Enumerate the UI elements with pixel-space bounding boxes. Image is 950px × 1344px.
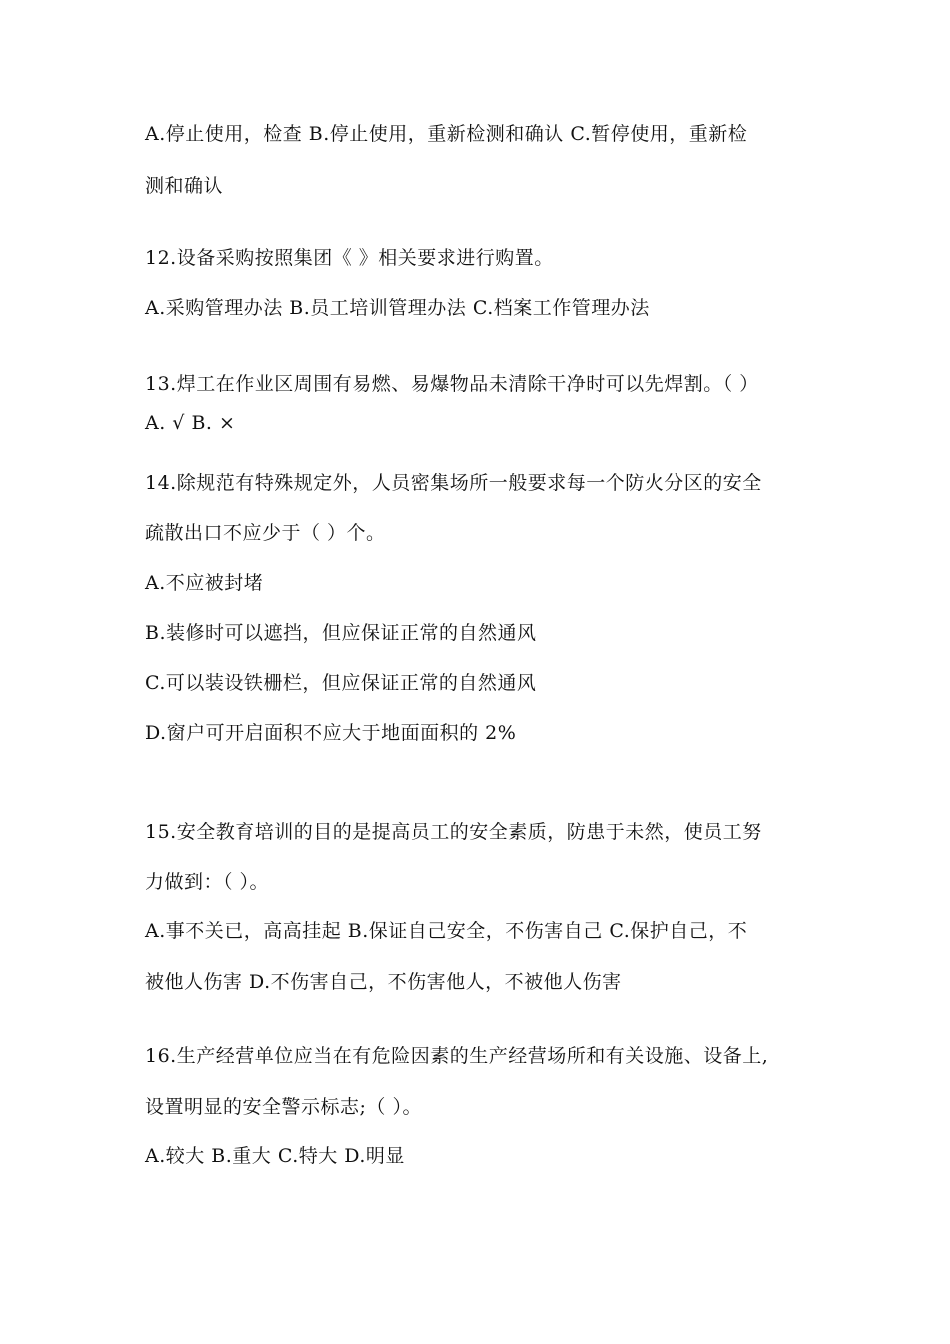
q15-question-line2: 力做到：（ ）。 xyxy=(145,871,270,893)
q16-question-line1: 16.生产经营单位应当在有危险因素的生产经营场所和有关设施、设备上, xyxy=(145,1045,769,1067)
q13-options: A. √ B. × xyxy=(145,412,236,434)
q14-option-c: C.可以装设铁栅栏，但应保证正常的自然通风 xyxy=(145,672,537,694)
q16-question-line2: 设置明显的安全警示标志;（ ）。 xyxy=(145,1096,422,1118)
q12-options: A.采购管理办法 B.员工培训管理办法 C.档案工作管理办法 xyxy=(145,297,650,319)
q14-question-line2: 疏散出口不应少于（ ）个。 xyxy=(145,522,386,544)
q14-option-b: B.装修时可以遮挡，但应保证正常的自然通风 xyxy=(145,622,537,644)
q15-options-line1: A.事不关已，高高挂起 B.保证自己安全，不伤害自己 C.保护自己，不 xyxy=(145,920,748,942)
q14-option-a: A.不应被封堵 xyxy=(145,572,264,594)
q11-options-line1: A.停止使用，检查 B.停止使用，重新检测和确认 C.暂停使用，重新检 xyxy=(145,123,748,145)
q15-options-line2: 被他人伤害 D.不伤害自己，不伤害他人，不被他人伤害 xyxy=(145,971,622,993)
q13-question: 13.焊工在作业区周围有易燃、易爆物品未清除干净时可以先焊割。（ ） xyxy=(145,373,759,395)
q11-options-line2: 测和确认 xyxy=(145,175,224,197)
q15-question-line1: 15.安全教育培训的目的是提高员工的安全素质，防患于未然，使员工努 xyxy=(145,821,762,843)
q14-option-d: D.窗户可开启面积不应大于地面面积的 2% xyxy=(145,722,517,744)
q14-question-line1: 14.除规范有特殊规定外，人员密集场所一般要求每一个防火分区的安全 xyxy=(145,472,762,494)
q16-options: A.较大 B.重大 C.特大 D.明显 xyxy=(145,1145,405,1167)
q12-question: 12.设备采购按照集团《 》相关要求进行购置。 xyxy=(145,247,554,269)
